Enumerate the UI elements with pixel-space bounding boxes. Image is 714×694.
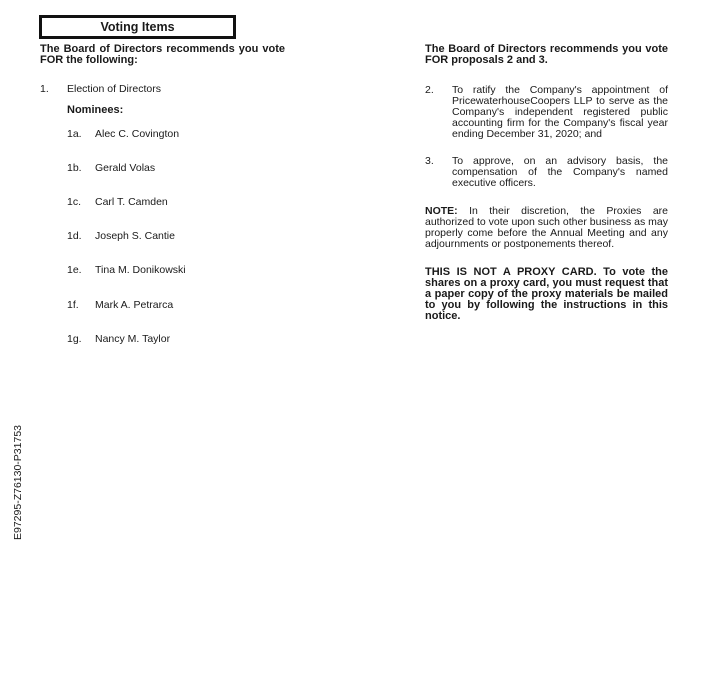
nominees-label: Nominees: bbox=[67, 104, 124, 116]
nominee-1e bbox=[67, 264, 186, 276]
not-proxy-card-warning: THIS IS NOT A PROXY CARD. To vote the shares on a proxy card, you must request that a paper copy of the proxy materials be mailed to you by following the instructions in this notice. bbox=[425, 266, 668, 322]
right-recommendation: The Board of Directors recommends you vote FOR proposals 2 and 3. bbox=[425, 43, 668, 66]
item-2-text: To ratify the Company's appointment of PricewaterhouseCoopers LLP to serve as the Company's independent registered public accounting firm for the Company's fiscal year ending December 31, 2020; and bbox=[452, 84, 668, 140]
nominee-name: Joseph S. Cantie bbox=[95, 230, 175, 242]
nominee-code: 1f. bbox=[67, 299, 79, 311]
nominee-name: Gerald Volas bbox=[95, 162, 156, 174]
nominee-code: 1a. bbox=[67, 128, 82, 140]
nominee-1b bbox=[67, 162, 155, 174]
nominee-1g bbox=[67, 333, 170, 345]
item-1 bbox=[40, 84, 285, 95]
left-recommendation: The Board of Directors recommends you vote FOR the following: bbox=[40, 43, 285, 66]
right-column bbox=[425, 44, 668, 322]
nominee-name: Nancy M. Taylor bbox=[95, 333, 171, 345]
item-2-number: 2. bbox=[425, 84, 434, 96]
item-1-number: 1. bbox=[40, 83, 49, 95]
item-3 bbox=[425, 156, 668, 189]
document-control-code: E97295-Z76130-P31753 bbox=[12, 424, 24, 540]
nominee-1c bbox=[67, 196, 168, 208]
item-1-text: Election of Directors bbox=[67, 83, 161, 95]
voting-items-title: Voting Items bbox=[39, 15, 236, 39]
note-paragraph bbox=[425, 206, 668, 250]
item-3-text: To approve, on an advisory basis, the compensation of the Company's named executive officers. bbox=[452, 155, 668, 189]
nominee-1d bbox=[67, 230, 175, 242]
note-label: NOTE: bbox=[425, 205, 458, 217]
nominee-code: 1e. bbox=[67, 264, 82, 276]
nominee-code: 1b. bbox=[67, 162, 82, 174]
nominee-code: 1d. bbox=[67, 230, 82, 242]
left-column bbox=[40, 44, 285, 95]
nominee-name: Carl T. Camden bbox=[95, 196, 168, 208]
nominee-code: 1g. bbox=[67, 333, 82, 345]
nominee-1a bbox=[67, 128, 179, 140]
nominee-1f bbox=[67, 299, 173, 311]
nominee-name: Alec C. Covington bbox=[95, 128, 180, 140]
nominee-name: Tina M. Donikowski bbox=[95, 264, 186, 276]
item-3-number: 3. bbox=[425, 155, 434, 167]
note-text: In their discretion, the Proxies are authorized to vote upon such other business as may properly come before the Annual Meeting and any adjournments or postponements thereof. bbox=[425, 205, 668, 250]
item-2 bbox=[425, 85, 668, 140]
nominee-code: 1c. bbox=[67, 196, 82, 208]
nominee-name: Mark A. Petrarca bbox=[95, 299, 174, 311]
